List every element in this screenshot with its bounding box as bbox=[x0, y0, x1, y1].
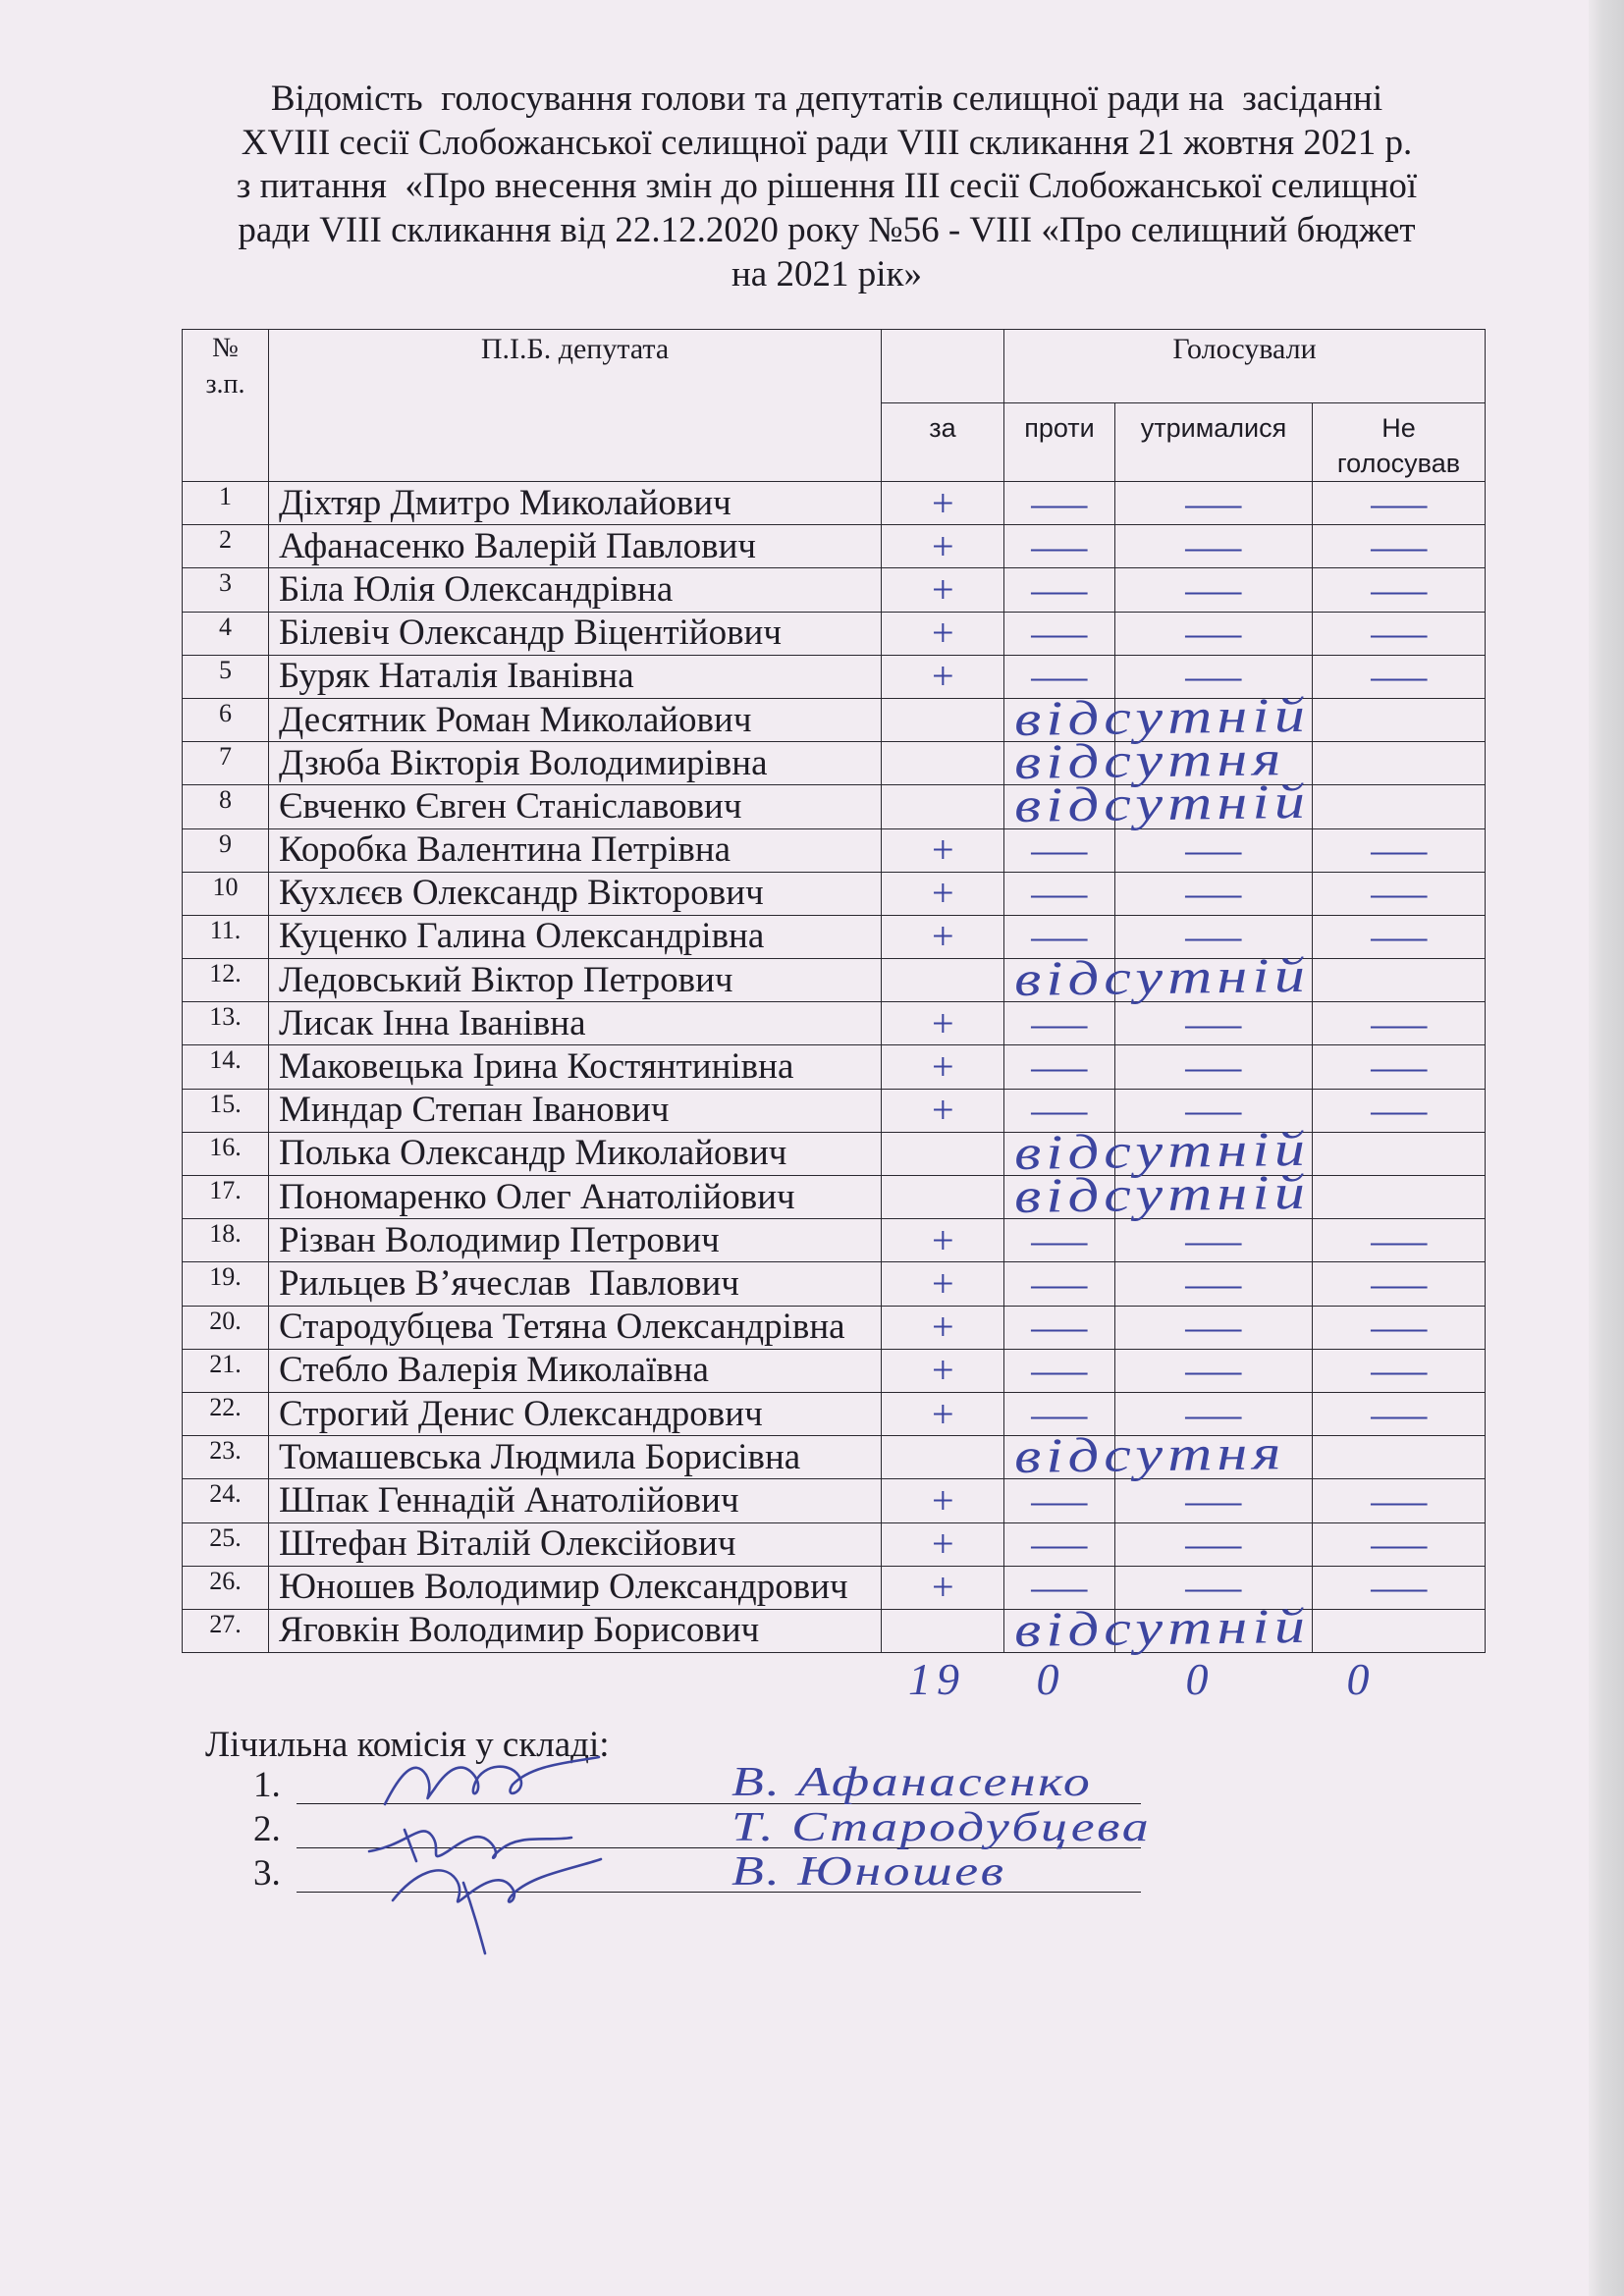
row-number: 9 bbox=[183, 828, 269, 872]
deputy-name: Томашевська Людмила Борисівна bbox=[269, 1436, 882, 1479]
dash-mark: — bbox=[1371, 1565, 1427, 1610]
plus-mark: + bbox=[929, 1000, 956, 1045]
table-row bbox=[183, 1392, 1486, 1435]
deputy-name: Буряк Наталія Іванівна bbox=[269, 655, 882, 698]
dash-mark: — bbox=[1031, 566, 1088, 612]
dash-mark: — bbox=[1031, 1000, 1088, 1045]
deputy-name: Стебло Валерія Миколаївна bbox=[269, 1349, 882, 1392]
deputy-name: Пономаренко Олег Анатолійович bbox=[269, 1176, 882, 1219]
row-number: 15. bbox=[183, 1089, 269, 1132]
dash-mark: — bbox=[1031, 1044, 1088, 1090]
table-row bbox=[183, 1436, 1486, 1479]
vote-for-cell bbox=[882, 1479, 1004, 1522]
deputy-name: Кухлєєв Олександр Вікторович bbox=[269, 872, 882, 915]
vote-for-cell bbox=[882, 612, 1004, 655]
table-row bbox=[183, 872, 1486, 915]
vote-against-cell bbox=[1004, 482, 1115, 525]
row-number: 6 bbox=[183, 698, 269, 741]
deputy-name: Шпак Геннадій Анатолійович bbox=[269, 1479, 882, 1522]
signatures bbox=[365, 1735, 630, 1956]
vote-against-cell bbox=[1004, 872, 1115, 915]
vote-against-cell bbox=[1004, 1349, 1115, 1392]
dash-mark: — bbox=[1371, 1088, 1427, 1133]
deputy-name: Штефан Віталій Олексійович bbox=[269, 1522, 882, 1566]
deputy-name: Білевіч Олександр Віцентійович bbox=[269, 612, 882, 655]
dash-mark: — bbox=[1185, 611, 1242, 656]
vote-not-voted-cell bbox=[1313, 1349, 1486, 1392]
header-voted: Голосували bbox=[1004, 330, 1486, 403]
deputy-name: Стародубцева Тетяна Олександрівна bbox=[269, 1306, 882, 1349]
row-number: 8 bbox=[183, 785, 269, 828]
dash-mark: — bbox=[1371, 1477, 1427, 1522]
total-for: 19 bbox=[908, 1654, 965, 1704]
dash-mark: — bbox=[1185, 1044, 1242, 1090]
vote-for-cell bbox=[882, 1176, 1004, 1219]
dash-mark: — bbox=[1185, 1217, 1242, 1262]
dash-mark: — bbox=[1185, 871, 1242, 916]
vote-against-cell bbox=[1004, 1002, 1115, 1045]
plus-mark: + bbox=[929, 611, 956, 656]
absent-note: відсутня bbox=[1013, 730, 1286, 790]
table-row bbox=[183, 698, 1486, 741]
dash-mark: — bbox=[1031, 1565, 1088, 1610]
vote-for-cell bbox=[882, 1522, 1004, 1566]
title-line: з питання «Про внесення змін до рішення ІІІ сесії Слобожанської селищної bbox=[236, 166, 1418, 207]
vote-not-voted-cell bbox=[1313, 482, 1486, 525]
row-number: 7 bbox=[183, 742, 269, 785]
vote-abstained-cell bbox=[1115, 1219, 1313, 1262]
vote-abstained-cell bbox=[1115, 1002, 1313, 1045]
dash-mark: — bbox=[1371, 914, 1427, 959]
table-header-row bbox=[183, 330, 1486, 403]
deputy-name: Євченко Євген Станіславович bbox=[269, 785, 882, 828]
deputy-name: Афанасенко Валерій Павлович bbox=[269, 525, 882, 568]
vote-not-voted-cell bbox=[1313, 785, 1486, 828]
row-number: 25. bbox=[183, 1522, 269, 1566]
member-number: 1. bbox=[253, 1765, 281, 1805]
row-number: 22. bbox=[183, 1392, 269, 1435]
table-row bbox=[183, 959, 1486, 1002]
plus-mark: + bbox=[929, 1348, 956, 1393]
table-row bbox=[183, 1219, 1486, 1262]
row-number: 11. bbox=[183, 915, 269, 958]
vote-not-voted-cell bbox=[1313, 1392, 1486, 1435]
total-not-voted: 0 bbox=[1346, 1654, 1376, 1704]
table-row bbox=[183, 1262, 1486, 1306]
vote-for-cell bbox=[882, 655, 1004, 698]
total-abstained: 0 bbox=[1185, 1654, 1215, 1704]
dash-mark: — bbox=[1031, 1217, 1088, 1262]
row-number: 24. bbox=[183, 1479, 269, 1522]
vote-for-cell bbox=[882, 1436, 1004, 1479]
vote-not-voted-cell bbox=[1313, 1176, 1486, 1219]
table-row bbox=[183, 1609, 1486, 1652]
plus-mark: + bbox=[929, 1260, 956, 1306]
vote-abstained-cell bbox=[1115, 525, 1313, 568]
absent-note: відсутній bbox=[1013, 686, 1311, 746]
row-number: 5 bbox=[183, 655, 269, 698]
dash-mark: — bbox=[1371, 480, 1427, 525]
dash-mark: — bbox=[1371, 523, 1427, 568]
dash-mark: — bbox=[1031, 654, 1088, 699]
table-row bbox=[183, 568, 1486, 612]
dash-mark: — bbox=[1185, 1391, 1242, 1436]
table-body bbox=[183, 480, 1486, 1657]
vote-for-cell bbox=[882, 1609, 1004, 1652]
vote-for-cell bbox=[882, 1089, 1004, 1132]
title-line: Відомість голосування голови та депутатів селищної ради на засіданні bbox=[270, 79, 1383, 119]
vote-against-cell bbox=[1004, 1045, 1115, 1089]
signature-3 bbox=[393, 1859, 601, 1953]
table-row bbox=[183, 1176, 1486, 1219]
dash-mark: — bbox=[1371, 1348, 1427, 1393]
vote-against-cell bbox=[1004, 568, 1115, 612]
vote-abstained-cell bbox=[1115, 568, 1313, 612]
vote-for-cell bbox=[882, 568, 1004, 612]
row-number: 23. bbox=[183, 1436, 269, 1479]
plus-mark: + bbox=[929, 871, 956, 916]
row-number: 4 bbox=[183, 612, 269, 655]
plus-mark: + bbox=[929, 1044, 956, 1090]
table-row bbox=[183, 1306, 1486, 1349]
header-number: № з.п. bbox=[183, 330, 269, 482]
dash-mark: — bbox=[1371, 611, 1427, 656]
vote-for-cell bbox=[882, 1262, 1004, 1306]
vote-not-voted-cell bbox=[1313, 1479, 1486, 1522]
deputy-name: Строгий Денис Олександрович bbox=[269, 1392, 882, 1435]
deputy-name: Яговкін Володимир Борисович bbox=[269, 1609, 882, 1652]
vote-not-voted-cell bbox=[1313, 872, 1486, 915]
dash-mark: — bbox=[1185, 1000, 1242, 1045]
vote-for-cell bbox=[882, 1219, 1004, 1262]
total-against: 0 bbox=[1036, 1654, 1065, 1704]
vote-against-cell bbox=[1004, 1219, 1115, 1262]
vote-for-cell bbox=[882, 915, 1004, 958]
table-row bbox=[183, 482, 1486, 525]
vote-for-cell bbox=[882, 698, 1004, 741]
plus-mark: + bbox=[929, 1522, 956, 1567]
table-row bbox=[183, 785, 1486, 828]
deputy-name: Рильцев В’ячеслав Павлович bbox=[269, 1262, 882, 1306]
dash-mark: — bbox=[1031, 611, 1088, 656]
vote-against-cell bbox=[1004, 1479, 1115, 1522]
vote-not-voted-cell bbox=[1313, 915, 1486, 958]
dash-mark: — bbox=[1031, 1348, 1088, 1393]
plus-mark: + bbox=[929, 828, 956, 873]
dash-mark: — bbox=[1371, 1391, 1427, 1436]
table-row bbox=[183, 1045, 1486, 1089]
vote-for-cell bbox=[882, 1349, 1004, 1392]
vote-not-voted-cell bbox=[1313, 828, 1486, 872]
plus-mark: + bbox=[929, 1565, 956, 1610]
member-number: 3. bbox=[253, 1853, 281, 1894]
member-handwritten-name: В. Афанасенко bbox=[731, 1760, 1093, 1805]
vote-for-cell bbox=[882, 872, 1004, 915]
absent-note: відсутній bbox=[1013, 774, 1311, 833]
absent-note: відсутній bbox=[1013, 946, 1311, 1007]
plus-mark: + bbox=[929, 480, 956, 525]
plus-mark: + bbox=[929, 1391, 956, 1436]
dash-mark: — bbox=[1031, 1391, 1088, 1436]
vote-not-voted-cell bbox=[1313, 1566, 1486, 1609]
vote-against-cell bbox=[1004, 1163, 1311, 1223]
dash-mark: — bbox=[1371, 1260, 1427, 1306]
plus-mark: + bbox=[929, 654, 956, 699]
vote-against-cell bbox=[1004, 1306, 1115, 1349]
dash-mark: — bbox=[1185, 654, 1242, 699]
scan-edge bbox=[1589, 0, 1624, 2296]
dash-mark: — bbox=[1185, 566, 1242, 612]
dash-mark: — bbox=[1185, 1565, 1242, 1610]
dash-mark: — bbox=[1031, 1522, 1088, 1567]
dash-mark: — bbox=[1185, 828, 1242, 873]
vote-abstained-cell bbox=[1115, 1306, 1313, 1349]
plus-mark: + bbox=[929, 914, 956, 959]
vote-not-voted-cell bbox=[1313, 1436, 1486, 1479]
header-blank-cell bbox=[882, 330, 1004, 403]
vote-not-voted-cell bbox=[1313, 1089, 1486, 1132]
vote-not-voted-cell bbox=[1313, 1522, 1486, 1566]
vote-for-cell bbox=[882, 1306, 1004, 1349]
dash-mark: — bbox=[1185, 914, 1242, 959]
row-number: 17. bbox=[183, 1176, 269, 1219]
deputy-name: Біла Юлія Олександрівна bbox=[269, 568, 882, 612]
vote-against-cell bbox=[1004, 828, 1115, 872]
deputy-name: Юношев Володимир Олександрович bbox=[269, 1566, 882, 1609]
dash-mark: — bbox=[1031, 871, 1088, 916]
row-number: 18. bbox=[183, 1219, 269, 1262]
header-for: за bbox=[882, 403, 1004, 482]
vote-for-cell bbox=[882, 525, 1004, 568]
vote-for-cell bbox=[882, 742, 1004, 785]
vote-for-cell bbox=[882, 959, 1004, 1002]
vote-against-cell bbox=[1004, 774, 1311, 833]
row-number: 10 bbox=[183, 872, 269, 915]
voting-table bbox=[182, 329, 1486, 1657]
vote-for-cell bbox=[882, 1392, 1004, 1435]
absent-note: відсутній bbox=[1013, 1120, 1311, 1180]
vote-abstained-cell bbox=[1115, 1522, 1313, 1566]
vote-against-cell bbox=[1004, 1424, 1286, 1484]
vote-not-voted-cell bbox=[1313, 1002, 1486, 1045]
table-row bbox=[183, 612, 1486, 655]
deputy-name: Полька Олександр Миколайович bbox=[269, 1132, 882, 1175]
vote-abstained-cell bbox=[1115, 1349, 1313, 1392]
plus-mark: + bbox=[929, 523, 956, 568]
vote-not-voted-cell bbox=[1313, 655, 1486, 698]
vote-for-cell bbox=[882, 1132, 1004, 1175]
dash-mark: — bbox=[1371, 871, 1427, 916]
dash-mark: — bbox=[1185, 1260, 1242, 1306]
deputy-name: Миндар Степан Іванович bbox=[269, 1089, 882, 1132]
vote-not-voted-cell bbox=[1313, 525, 1486, 568]
vote-against-cell bbox=[1004, 1262, 1115, 1306]
vote-not-voted-cell bbox=[1313, 1219, 1486, 1262]
dash-mark: — bbox=[1031, 1088, 1088, 1133]
vote-not-voted-cell bbox=[1313, 1132, 1486, 1175]
dash-mark: — bbox=[1031, 480, 1088, 525]
dash-mark: — bbox=[1185, 1477, 1242, 1522]
dash-mark: — bbox=[1371, 828, 1427, 873]
vote-for-cell bbox=[882, 482, 1004, 525]
row-number: 12. bbox=[183, 959, 269, 1002]
vote-abstained-cell bbox=[1115, 1479, 1313, 1522]
dash-mark: — bbox=[1031, 828, 1088, 873]
vote-not-voted-cell bbox=[1313, 698, 1486, 741]
dash-mark: — bbox=[1031, 1260, 1088, 1306]
dash-mark: — bbox=[1031, 1305, 1088, 1350]
dash-mark: — bbox=[1371, 1217, 1427, 1262]
vote-not-voted-cell bbox=[1313, 1609, 1486, 1652]
plus-mark: + bbox=[929, 1088, 956, 1133]
vote-for-cell bbox=[882, 1566, 1004, 1609]
dash-mark: — bbox=[1371, 654, 1427, 699]
vote-not-voted-cell bbox=[1313, 1262, 1486, 1306]
vote-for-cell bbox=[882, 785, 1004, 828]
signature-2 bbox=[369, 1830, 571, 1861]
vote-abstained-cell bbox=[1115, 1045, 1313, 1089]
dash-mark: — bbox=[1185, 1305, 1242, 1350]
vote-not-voted-cell bbox=[1313, 742, 1486, 785]
commission-label: Лічильна комісія у складі: bbox=[205, 1725, 610, 1765]
vote-abstained-cell bbox=[1115, 482, 1313, 525]
table-row bbox=[183, 828, 1486, 872]
document-title bbox=[139, 78, 1514, 297]
dash-mark: — bbox=[1371, 1305, 1427, 1350]
dash-mark: — bbox=[1371, 1522, 1427, 1567]
vote-against-cell bbox=[1004, 612, 1115, 655]
plus-mark: + bbox=[929, 1217, 956, 1262]
dash-mark: — bbox=[1031, 914, 1088, 959]
dash-mark: — bbox=[1031, 1477, 1088, 1522]
header-deputy-name: П.І.Б. депутата bbox=[269, 330, 882, 482]
dash-mark: — bbox=[1371, 566, 1427, 612]
vote-for-cell bbox=[882, 1002, 1004, 1045]
deputy-name: Різван Володимир Петрович bbox=[269, 1219, 882, 1262]
row-number: 21. bbox=[183, 1349, 269, 1392]
plus-mark: + bbox=[929, 1477, 956, 1522]
table-row bbox=[183, 1522, 1486, 1566]
dash-mark: — bbox=[1185, 1348, 1242, 1393]
row-number: 19. bbox=[183, 1262, 269, 1306]
plus-mark: + bbox=[929, 1305, 956, 1350]
dash-mark: — bbox=[1185, 1522, 1242, 1567]
dash-mark: — bbox=[1185, 523, 1242, 568]
vote-not-voted-cell bbox=[1313, 1306, 1486, 1349]
absent-note: відсутня bbox=[1013, 1424, 1286, 1484]
title-line: XVIII сесії Слобожанської селищної ради VIII скликання 21 жовтня 2021 р. bbox=[241, 122, 1413, 163]
dash-mark: — bbox=[1031, 523, 1088, 568]
deputy-name: Десятник Роман Миколайович bbox=[269, 698, 882, 741]
row-number: 2 bbox=[183, 525, 269, 568]
vote-for-cell bbox=[882, 828, 1004, 872]
header-against: проти bbox=[1004, 403, 1115, 482]
table-row bbox=[183, 1479, 1486, 1522]
dash-mark: — bbox=[1185, 480, 1242, 525]
member-handwritten-name: В. Юношев bbox=[731, 1849, 1006, 1895]
vote-for-cell bbox=[882, 1045, 1004, 1089]
deputy-name: Коробка Валентина Петрівна bbox=[269, 828, 882, 872]
plus-mark: + bbox=[929, 566, 956, 612]
vote-abstained-cell bbox=[1115, 612, 1313, 655]
row-number: 27. bbox=[183, 1609, 269, 1652]
row-number: 13. bbox=[183, 1002, 269, 1045]
deputy-name: Ледовський Віктор Петрович bbox=[269, 959, 882, 1002]
table-row bbox=[183, 525, 1486, 568]
deputy-name: Дзюба Вікторія Володимирівна bbox=[269, 742, 882, 785]
member-handwritten-name: Т. Стародубцева bbox=[731, 1805, 1152, 1850]
row-number: 20. bbox=[183, 1306, 269, 1349]
vote-against-cell bbox=[1004, 1522, 1115, 1566]
row-number: 26. bbox=[183, 1566, 269, 1609]
vote-against-cell bbox=[1004, 525, 1115, 568]
vote-abstained-cell bbox=[1115, 872, 1313, 915]
dash-mark: — bbox=[1185, 1088, 1242, 1133]
row-number: 16. bbox=[183, 1132, 269, 1175]
vote-not-voted-cell bbox=[1313, 1045, 1486, 1089]
absent-note: відсутній bbox=[1013, 1597, 1311, 1657]
vote-abstained-cell bbox=[1115, 828, 1313, 872]
member-number: 2. bbox=[253, 1809, 281, 1849]
dash-mark: — bbox=[1371, 1000, 1427, 1045]
deputy-name: Маковецька Ірина Костянтинівна bbox=[269, 1045, 882, 1089]
deputy-name: Діхтяр Дмитро Миколайович bbox=[269, 482, 882, 525]
header-not-voted: Не голосував bbox=[1313, 403, 1486, 482]
vote-abstained-cell bbox=[1115, 1262, 1313, 1306]
title-line: ради VIII скликання від 22.12.2020 року №56 - VIII «Про селищний бюджет bbox=[238, 210, 1416, 251]
header-abstained: утрималися bbox=[1115, 403, 1313, 482]
vote-not-voted-cell bbox=[1313, 959, 1486, 1002]
vote-against-cell bbox=[1004, 1597, 1311, 1657]
vote-not-voted-cell bbox=[1313, 612, 1486, 655]
vote-against-cell bbox=[1004, 946, 1311, 1007]
signature-1 bbox=[385, 1757, 599, 1804]
vote-not-voted-cell bbox=[1313, 568, 1486, 612]
deputy-name: Лисак Інна Іванівна bbox=[269, 1002, 882, 1045]
title-line: на 2021 рік» bbox=[731, 253, 922, 294]
deputy-name: Куценко Галина Олександрівна bbox=[269, 915, 882, 958]
table-row bbox=[183, 1002, 1486, 1045]
row-number: 14. bbox=[183, 1045, 269, 1089]
row-number: 3 bbox=[183, 568, 269, 612]
row-number: 1 bbox=[183, 482, 269, 525]
absent-note: відсутній bbox=[1013, 1163, 1311, 1223]
table-row bbox=[183, 1349, 1486, 1392]
dash-mark: — bbox=[1371, 1044, 1427, 1090]
